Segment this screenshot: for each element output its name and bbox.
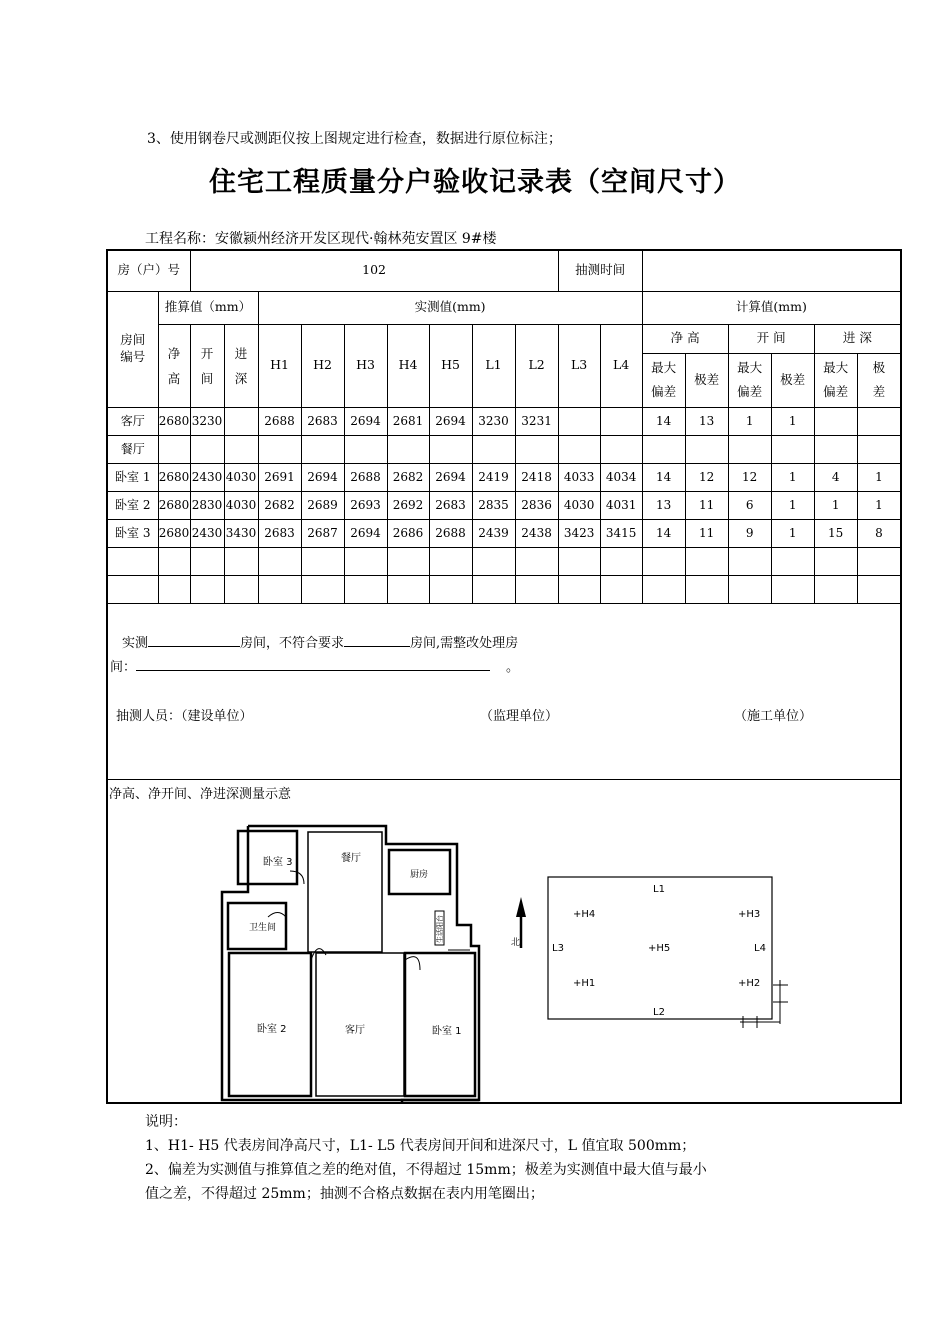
- comp-cell: 6: [728, 491, 771, 519]
- meas-cell: [472, 547, 515, 575]
- meas-cell: [344, 575, 387, 603]
- meas-cell: 2694: [429, 407, 472, 435]
- label-living: 客厅: [345, 1024, 365, 1036]
- meas-cell: 2694: [301, 463, 344, 491]
- calc-cell: 2430: [190, 463, 224, 491]
- meas-cell: 2418: [515, 463, 558, 491]
- meas-cell: 2691: [258, 463, 301, 491]
- sign-text-3: 房间,需整改处理房: [410, 635, 519, 651]
- meas-cell: [558, 407, 600, 435]
- comp-cell: 1: [728, 407, 771, 435]
- calc-cell: 2680: [158, 519, 190, 547]
- pt-h5: +H5: [648, 942, 671, 954]
- calc-cell: 4030: [224, 463, 258, 491]
- sign-text-4: 间：: [110, 659, 137, 675]
- label-bed2: 卧室 2: [257, 1023, 287, 1035]
- header-row: [107, 250, 901, 291]
- room-cell: 卧室 3: [107, 519, 158, 547]
- meas-cell: [258, 435, 301, 463]
- range-2: 极差: [771, 353, 814, 407]
- col-l3: L3: [558, 324, 600, 407]
- comp-cell: 15: [814, 519, 857, 547]
- pt-h4: +H4: [573, 908, 596, 920]
- comp-cell: 1: [857, 491, 901, 519]
- label-dining: 餐厅: [341, 852, 361, 864]
- meas-cell: 2683: [301, 407, 344, 435]
- meas-cell: [600, 407, 642, 435]
- calc-cell: [224, 575, 258, 603]
- meas-cell: [558, 547, 600, 575]
- pt-h1: +H1: [573, 977, 596, 989]
- label-kitchen: 厨房: [410, 869, 429, 880]
- meas-cell: 2683: [429, 491, 472, 519]
- room-cell: [107, 547, 158, 575]
- builder-label: （施工单位）: [734, 708, 813, 724]
- meas-cell: [387, 547, 429, 575]
- top-note: 3、使用钢卷尺或测距仪按上图规定进行检查，数据进行原位标注；: [147, 131, 562, 147]
- comp-cell: 13: [642, 491, 685, 519]
- floor-plan: [222, 826, 479, 1102]
- sign-text-5: 。: [506, 659, 520, 675]
- comp-cell: 1: [771, 519, 814, 547]
- calc-cell: 4030: [224, 491, 258, 519]
- calc-cell: [190, 435, 224, 463]
- calc-cell: 2830: [190, 491, 224, 519]
- measured-header: 实测值(mm): [258, 291, 642, 324]
- label-bed3: 卧室 3: [263, 856, 293, 868]
- meas-cell: [387, 435, 429, 463]
- range-1: 极差: [685, 353, 728, 407]
- table-row: [107, 463, 901, 491]
- time-label: 抽测时间: [558, 250, 642, 291]
- meas-cell: [387, 575, 429, 603]
- computed-header: 计算值(mm): [642, 291, 901, 324]
- comp-cell: 11: [685, 519, 728, 547]
- meas-cell: 4030: [558, 491, 600, 519]
- note-2a: 2、偏差为实测值与推算值之差的绝对值，不得超过 15mm；极差为实测值中最大值与最小: [145, 1162, 707, 1178]
- calc-cell: [158, 435, 190, 463]
- meas-cell: [301, 435, 344, 463]
- meas-cell: 2694: [344, 407, 387, 435]
- meas-cell: [258, 547, 301, 575]
- inspectors-label: 抽测人员：（建设单位）: [116, 708, 253, 724]
- time-value: [642, 250, 901, 291]
- room-cell: 卧室 1: [107, 463, 158, 491]
- table-row: [107, 435, 901, 463]
- max-dev-1: 最大偏差: [642, 353, 685, 407]
- meas-cell: [558, 435, 600, 463]
- pt-l1: L1: [653, 883, 665, 895]
- drawing-section: [107, 779, 901, 1103]
- sign-text-2: 房间，不符合要求: [240, 635, 345, 651]
- meas-cell: [344, 547, 387, 575]
- floor-plan-diagram: [108, 780, 900, 1102]
- comp-cell: 8: [857, 519, 901, 547]
- project-name: 工程名称：安徽颍州经济开发区现代·翰林苑安置区 9#楼: [145, 231, 497, 247]
- note-2b: 值之差，不得超过 25mm；抽测不合格点数据在表内用笔圈出；: [145, 1186, 544, 1202]
- table-row: [107, 519, 901, 547]
- comp-cell: 12: [728, 463, 771, 491]
- comp-cell: 1: [771, 407, 814, 435]
- comp-cell: [814, 435, 857, 463]
- max-dev-2: 最大偏差: [728, 353, 771, 407]
- blank-count[interactable]: [148, 634, 240, 647]
- comp-cell: [685, 575, 728, 603]
- comp-cell: 1: [771, 491, 814, 519]
- meas-cell: 2682: [387, 463, 429, 491]
- meas-cell: [258, 575, 301, 603]
- supervisor-label: （监理单位）: [480, 708, 559, 724]
- meas-cell: 2439: [472, 519, 515, 547]
- sign-text-1: 实测: [122, 635, 149, 651]
- room-no-header: 房间编号: [107, 291, 158, 407]
- table-row: [107, 407, 901, 435]
- meas-cell: [600, 575, 642, 603]
- notes-block: [145, 1110, 805, 1206]
- comp-cell: 1: [814, 491, 857, 519]
- meas-cell: [344, 435, 387, 463]
- meas-cell: 2688: [429, 519, 472, 547]
- comp-cell: [814, 575, 857, 603]
- comp-cell: 9: [728, 519, 771, 547]
- meas-cell: 2683: [258, 519, 301, 547]
- comp-cell: [857, 547, 901, 575]
- table-row: [107, 575, 901, 603]
- blank-rooms[interactable]: [136, 658, 490, 671]
- meas-cell: 2689: [301, 491, 344, 519]
- comp-cell: [642, 575, 685, 603]
- comp-cell: [685, 547, 728, 575]
- room-cell: 卧室 2: [107, 491, 158, 519]
- page-title: 住宅工程质量分户验收记录表（空间尺寸）: [209, 167, 741, 198]
- comp-cell: 14: [642, 407, 685, 435]
- comp-cell: [685, 435, 728, 463]
- meas-cell: 2693: [344, 491, 387, 519]
- calc-bay: 开间: [190, 324, 224, 407]
- meas-cell: 2835: [472, 491, 515, 519]
- comp-cell: [814, 407, 857, 435]
- meas-cell: [600, 547, 642, 575]
- meas-cell: 3230: [472, 407, 515, 435]
- col-h4: H4: [387, 324, 429, 407]
- meas-cell: [515, 547, 558, 575]
- col-l2: L2: [515, 324, 558, 407]
- blank-failed[interactable]: [344, 634, 410, 647]
- meas-cell: [472, 575, 515, 603]
- room-value: 102: [190, 250, 558, 291]
- calc-cell: 2680: [158, 407, 190, 435]
- meas-cell: 2836: [515, 491, 558, 519]
- comp-cell: [857, 407, 901, 435]
- note-1: 1、H1- H5 代表房间净高尺寸，L1- L5 代表房间开间和进深尺寸，L 值宜取 500mm；: [145, 1138, 696, 1154]
- pt-l2: L2: [653, 1006, 665, 1018]
- room-cell: 餐厅: [107, 435, 158, 463]
- comp-cell: [857, 435, 901, 463]
- group-bay: 开 间: [728, 324, 814, 353]
- inspection-table: [106, 249, 902, 1104]
- comp-cell: 14: [642, 463, 685, 491]
- calc-header: 推算值（mm）: [158, 291, 258, 324]
- meas-cell: [429, 547, 472, 575]
- meas-cell: 4031: [600, 491, 642, 519]
- pt-l3: L3: [552, 942, 564, 954]
- col-h3: H3: [344, 324, 387, 407]
- label-bed1: 卧室 1: [432, 1025, 462, 1037]
- comp-cell: [728, 575, 771, 603]
- meas-cell: [558, 575, 600, 603]
- room-label: 房（户）号: [107, 250, 190, 291]
- comp-cell: [771, 547, 814, 575]
- col-h2: H2: [301, 324, 344, 407]
- calc-cell: [158, 547, 190, 575]
- col-h5: H5: [429, 324, 472, 407]
- calc-cell: 3430: [224, 519, 258, 547]
- comp-cell: 1: [771, 463, 814, 491]
- meas-cell: [301, 547, 344, 575]
- meas-cell: 2692: [387, 491, 429, 519]
- calc-cell: [190, 547, 224, 575]
- comp-cell: [814, 547, 857, 575]
- meas-cell: 2681: [387, 407, 429, 435]
- meas-cell: 2682: [258, 491, 301, 519]
- north-label: 北: [511, 937, 521, 948]
- meas-cell: 2694: [429, 463, 472, 491]
- max-dev-3: 最大偏差: [814, 353, 857, 407]
- calc-net-height: 净高: [158, 324, 190, 407]
- meas-cell: 2686: [387, 519, 429, 547]
- pt-l4: L4: [754, 942, 766, 954]
- meas-cell: 2688: [258, 407, 301, 435]
- room-cell: 客厅: [107, 407, 158, 435]
- range-3: 极差: [857, 353, 901, 407]
- calc-cell: 3230: [190, 407, 224, 435]
- col-l4: L4: [600, 324, 642, 407]
- meas-cell: 4034: [600, 463, 642, 491]
- comp-cell: [771, 435, 814, 463]
- comp-cell: 13: [685, 407, 728, 435]
- meas-cell: [515, 575, 558, 603]
- meas-cell: [472, 435, 515, 463]
- comp-cell: [642, 547, 685, 575]
- comp-cell: 14: [642, 519, 685, 547]
- comp-cell: 11: [685, 491, 728, 519]
- comp-cell: [857, 575, 901, 603]
- comp-cell: 4: [814, 463, 857, 491]
- meas-cell: 3423: [558, 519, 600, 547]
- north-arrow: [511, 897, 526, 948]
- comp-cell: 1: [857, 463, 901, 491]
- room-cell: [107, 575, 158, 603]
- meas-cell: [515, 435, 558, 463]
- calc-cell: 2680: [158, 491, 190, 519]
- meas-cell: [429, 435, 472, 463]
- meas-cell: 4033: [558, 463, 600, 491]
- calc-cell: [158, 575, 190, 603]
- label-balcony: 生活阳台: [436, 914, 444, 943]
- meas-cell: 2688: [344, 463, 387, 491]
- meas-cell: [301, 575, 344, 603]
- group-depth: 进 深: [814, 324, 901, 353]
- comp-cell: [771, 575, 814, 603]
- comp-cell: [728, 547, 771, 575]
- calc-depth: 进深: [224, 324, 258, 407]
- meas-cell: 2687: [301, 519, 344, 547]
- meas-cell: 2694: [344, 519, 387, 547]
- meas-cell: 2419: [472, 463, 515, 491]
- comp-cell: [642, 435, 685, 463]
- calc-cell: [224, 435, 258, 463]
- meas-cell: [600, 435, 642, 463]
- calc-cell: [224, 407, 258, 435]
- calc-cell: [190, 575, 224, 603]
- meas-cell: 2438: [515, 519, 558, 547]
- pt-h3: +H3: [738, 908, 761, 920]
- calc-cell: 2430: [190, 519, 224, 547]
- notes-heading: 说明：: [145, 1114, 187, 1130]
- meas-cell: 3415: [600, 519, 642, 547]
- calc-cell: 2680: [158, 463, 190, 491]
- meas-cell: [429, 575, 472, 603]
- table-row: [107, 491, 901, 519]
- col-l1: L1: [472, 324, 515, 407]
- label-bath: 卫生间: [249, 922, 277, 933]
- table-row: [107, 547, 901, 575]
- meas-cell: 3231: [515, 407, 558, 435]
- drawing-caption: 净高、净开间、净进深测量示意: [109, 786, 292, 802]
- pt-h2: +H2: [738, 977, 761, 989]
- group-net-height: 净 高: [642, 324, 728, 353]
- col-h1: H1: [258, 324, 301, 407]
- comp-cell: 12: [685, 463, 728, 491]
- sign-section: [107, 603, 901, 779]
- calc-cell: [224, 547, 258, 575]
- comp-cell: [728, 435, 771, 463]
